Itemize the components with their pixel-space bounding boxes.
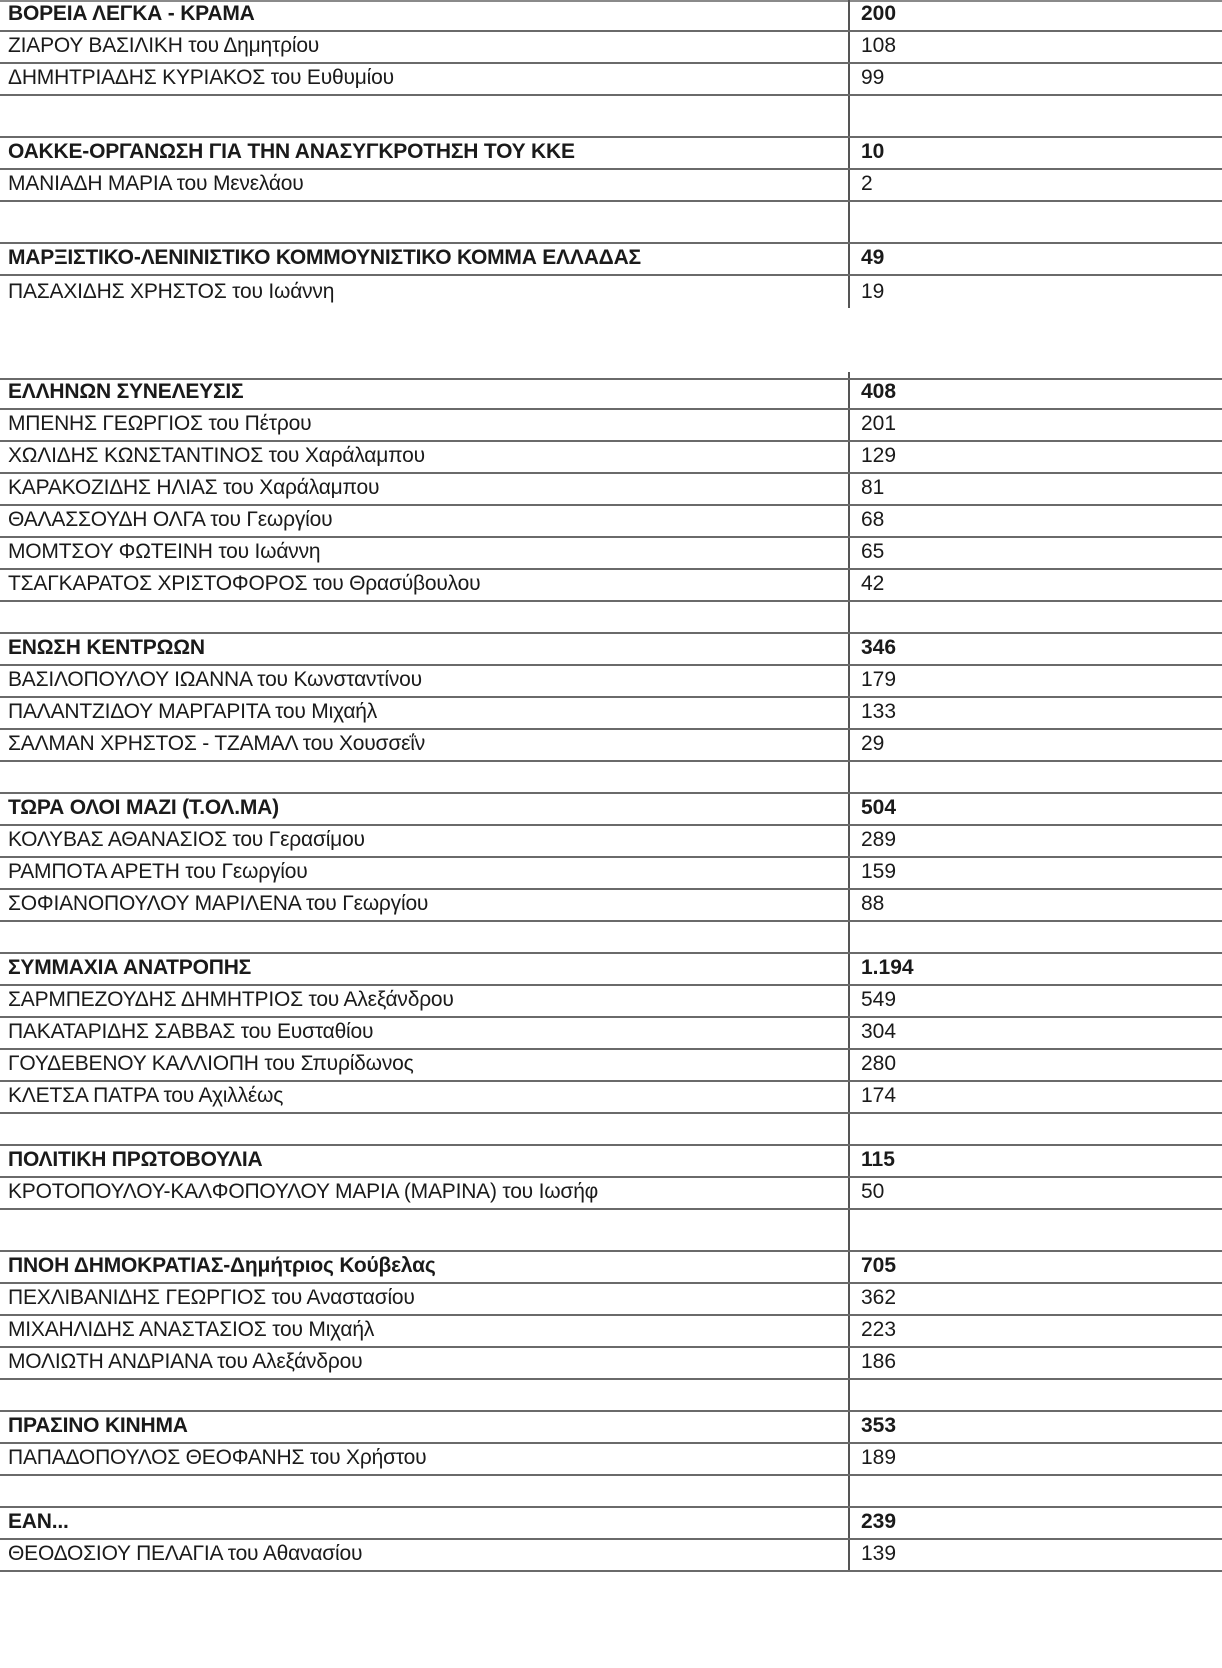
party-votes: 239: [861, 1510, 897, 1533]
candidate-row: [0, 890, 1222, 922]
spacer-row: [0, 96, 1222, 138]
candidate-votes: 280: [861, 1052, 897, 1075]
candidate-row: [0, 730, 1222, 762]
candidate-votes: 65: [861, 540, 885, 563]
candidate-row: [0, 506, 1222, 538]
spacer-row: [0, 202, 1222, 244]
candidate-votes: 201: [861, 412, 897, 435]
candidate-votes: 223: [861, 1318, 897, 1341]
party-name: ΠΝΟΗ ΔΗΜΟΚΡΑΤΙΑΣ-Δημήτριος Κούβελας: [8, 1254, 436, 1277]
candidate-votes: 549: [861, 988, 897, 1011]
party-name: ΜΑΡΞΙΣΤΙΚΟ-ΛΕΝΙΝΙΣΤΙΚΟ ΚΟΜΜΟΥΝΙΣΤΙΚΟ ΚΟΜΜΑ ΕΛΛΑΔΑΣ: [8, 246, 641, 269]
candidate-name: ΜΙΧΑΗΛΙΔΗΣ ΑΝΑΣΤΑΣΙΟΣ του Μιχαήλ: [8, 1318, 375, 1341]
candidate-votes: 186: [861, 1350, 897, 1373]
party-row: [0, 1508, 1222, 1540]
candidate-name: ΓΟΥΔΕΒΕΝΟΥ ΚΑΛΛΙΟΠΗ του Σπυρίδωνος: [8, 1052, 414, 1075]
party-votes: 10: [861, 140, 885, 163]
candidate-name: ΚΡΟΤΟΠΟΥΛΟΥ-ΚΑΛΦΟΠΟΥΛΟΥ ΜΑΡΙΑ (ΜΑΡΙΝΑ) του Ιωσήφ: [8, 1180, 599, 1203]
candidate-row: [0, 1284, 1222, 1316]
candidate-row: [0, 1316, 1222, 1348]
party-name: ΕΝΩΣΗ ΚΕΝΤΡΩΩΝ: [8, 636, 205, 659]
candidate-votes: 42: [861, 572, 885, 595]
party-row: [0, 1252, 1222, 1284]
party-row: [0, 954, 1222, 986]
candidate-row: [0, 170, 1222, 202]
party-row: [0, 634, 1222, 666]
candidate-votes: 99: [861, 66, 885, 89]
party-votes: 200: [861, 2, 897, 25]
party-name: ΕΛΛΗΝΩΝ ΣΥΝΕΛΕΥΣΙΣ: [8, 380, 244, 403]
party-name: ΠΟΛΙΤΙΚΗ ΠΡΩΤΟΒΟΥΛΙΑ: [8, 1148, 263, 1171]
candidate-name: ΣΑΛΜΑΝ ΧΡΗΣΤΟΣ - ΤΖΑΜΑΛ του Χουσσεΐν: [8, 732, 426, 755]
spacer-row: [0, 602, 1222, 634]
candidate-row: [0, 1082, 1222, 1114]
party-row: [0, 794, 1222, 826]
candidate-row: [0, 410, 1222, 442]
party-row: [0, 378, 1222, 410]
candidate-votes: 179: [861, 668, 897, 691]
candidate-votes: 362: [861, 1286, 897, 1309]
party-row: [0, 0, 1222, 32]
candidate-votes: 29: [861, 732, 885, 755]
candidate-votes: 81: [861, 476, 885, 499]
results-table-top: [0, 0, 1222, 308]
candidate-votes: 50: [861, 1180, 885, 1203]
candidate-row: [0, 32, 1222, 64]
spacer-row: [0, 1476, 1222, 1508]
candidate-votes: 189: [861, 1446, 897, 1469]
party-name: ΕΑΝ...: [8, 1510, 69, 1533]
results-table-main: [0, 378, 1222, 1572]
party-name: ΠΡΑΣΙΝΟ ΚΙΝΗΜΑ: [8, 1414, 188, 1437]
candidate-row: [0, 538, 1222, 570]
candidate-name: ΠΑΛΑΝΤΖΙΔΟΥ ΜΑΡΓΑΡΙΤΑ του Μιχαήλ: [8, 700, 378, 723]
candidate-name: ΚΑΡΑΚΟΖΙΔΗΣ ΗΛΙΑΣ του Χαράλαμπου: [8, 476, 380, 499]
party-name: ΟΑΚΚΕ-ΟΡΓΑΝΩΣΗ ΓΙΑ ΤΗΝ ΑΝΑΣΥΓΚΡΟΤΗΣΗ ΤΟΥ ΚΚΕ: [8, 140, 575, 163]
candidate-votes: 289: [861, 828, 897, 851]
spacer-row: [0, 922, 1222, 954]
candidate-name: ΜΟΛΙΩΤΗ ΑΝΔΡΙΑΝΑ του Αλεξάνδρου: [8, 1350, 363, 1373]
party-row: [0, 138, 1222, 170]
candidate-row: [0, 858, 1222, 890]
candidate-row: [0, 570, 1222, 602]
candidate-row: [0, 1178, 1222, 1210]
party-votes: 504: [861, 796, 897, 819]
party-votes: 115: [861, 1148, 895, 1171]
spacer-row: [0, 1114, 1222, 1146]
candidate-row: [0, 474, 1222, 506]
candidate-row: [0, 698, 1222, 730]
candidate-row: [0, 442, 1222, 474]
candidate-votes: 159: [861, 860, 897, 883]
candidate-votes: 2: [861, 172, 873, 195]
party-row: [0, 244, 1222, 276]
candidate-votes: 174: [861, 1084, 897, 1107]
candidate-row: [0, 276, 1222, 308]
candidate-votes: 108: [861, 34, 897, 57]
candidate-name: ΣΟΦΙΑΝΟΠΟΥΛΟΥ ΜΑΡΙΛΕΝΑ του Γεωργίου: [8, 892, 429, 915]
candidate-row: [0, 64, 1222, 96]
party-votes: 408: [861, 380, 897, 403]
candidate-name: ΜΠΕΝΗΣ ΓΕΩΡΓΙΟΣ του Πέτρου: [8, 412, 312, 435]
party-name: ΤΩΡΑ ΟΛΟΙ ΜΑΖΙ (Τ.ΟΛ.ΜΑ): [8, 796, 279, 819]
candidate-row: [0, 1050, 1222, 1082]
candidate-row: [0, 1018, 1222, 1050]
spacer-row: [0, 1380, 1222, 1412]
candidate-name: ΠΑΚΑΤΑΡΙΔΗΣ ΣΑΒΒΑΣ του Ευσταθίου: [8, 1020, 374, 1043]
candidate-name: ΠΕΧΛΙΒΑΝΙΔΗΣ ΓΕΩΡΓΙΟΣ του Αναστασίου: [8, 1286, 415, 1309]
candidate-name: ΤΣΑΓΚΑΡΑΤΟΣ ΧΡΙΣΤΟΦΟΡΟΣ του Θρασύβουλου: [8, 572, 481, 595]
candidate-votes: 304: [861, 1020, 897, 1043]
candidate-row: [0, 986, 1222, 1018]
candidate-name: ΜΑΝΙΑΔΗ ΜΑΡΙΑ του Μενελάου: [8, 172, 304, 195]
candidate-votes: 133: [861, 700, 897, 723]
party-votes: 49: [861, 246, 885, 269]
candidate-votes: 68: [861, 508, 885, 531]
spacer-row: [0, 762, 1222, 794]
candidate-votes: 88: [861, 892, 885, 915]
candidate-name: ΠΑΠΑΔΟΠΟΥΛΟΣ ΘΕΟΦΑΝΗΣ του Χρήστου: [8, 1446, 427, 1469]
candidate-name: ΖΙΑΡΟΥ ΒΑΣΙΛΙΚΗ του Δημητρίου: [8, 34, 320, 57]
candidate-name: ΣΑΡΜΠΕΖΟΥΔΗΣ ΔΗΜΗΤΡΙΟΣ του Αλεξάνδρου: [8, 988, 454, 1011]
party-row: [0, 1146, 1222, 1178]
candidate-name: ΘΑΛΑΣΣΟΥΔΗ ΟΛΓΑ του Γεωργίου: [8, 508, 333, 531]
candidate-row: [0, 666, 1222, 698]
candidate-name: ΒΑΣΙΛΟΠΟΥΛΟΥ ΙΩΑΝΝΑ του Κωνσταντίνου: [8, 668, 422, 691]
candidate-row: [0, 1540, 1222, 1572]
candidate-name: ΧΩΛΙΔΗΣ ΚΩΝΣΤΑΝΤΙΝΟΣ του Χαράλαμπου: [8, 444, 425, 467]
party-votes: 705: [861, 1254, 897, 1277]
candidate-name: ΔΗΜΗΤΡΙΑΔΗΣ ΚΥΡΙΑΚΟΣ του Ευθυμίου: [8, 66, 394, 89]
candidate-votes: 129: [861, 444, 897, 467]
candidate-name: ΡΑΜΠΟΤΑ ΑΡΕΤΗ του Γεωργίου: [8, 860, 308, 883]
candidate-row: [0, 1444, 1222, 1476]
party-votes: 1.194: [861, 956, 914, 979]
candidate-name: ΘΕΟΔΟΣΙΟΥ ΠΕΛΑΓΙΑ του Αθανασίου: [8, 1542, 363, 1565]
party-name: ΒΟΡΕΙΑ ΛΕΓΚΑ - ΚΡΑΜΑ: [8, 2, 255, 25]
party-votes: 346: [861, 636, 897, 659]
candidate-name: ΜΟΜΤΣΟΥ ΦΩΤΕΙΝΗ του Ιωάννη: [8, 540, 321, 563]
party-votes: 353: [861, 1414, 897, 1437]
party-name: ΣΥΜΜΑΧΙΑ ΑΝΑΤΡΟΠΗΣ: [8, 956, 252, 979]
spacer-row: [0, 1210, 1222, 1252]
party-row: [0, 1412, 1222, 1444]
candidate-votes: 19: [861, 280, 885, 303]
candidate-row: [0, 1348, 1222, 1380]
candidate-name: ΚΟΛΥΒΑΣ ΑΘΑΝΑΣΙΟΣ του Γερασίμου: [8, 828, 365, 851]
candidate-row: [0, 826, 1222, 858]
candidate-votes: 139: [861, 1542, 897, 1565]
candidate-name: ΚΛΕΤΣΑ ΠΑΤΡΑ του Αχιλλέως: [8, 1084, 284, 1107]
candidate-name: ΠΑΣΑΧΙΔΗΣ ΧΡΗΣΤΟΣ του Ιωάννη: [8, 280, 335, 303]
